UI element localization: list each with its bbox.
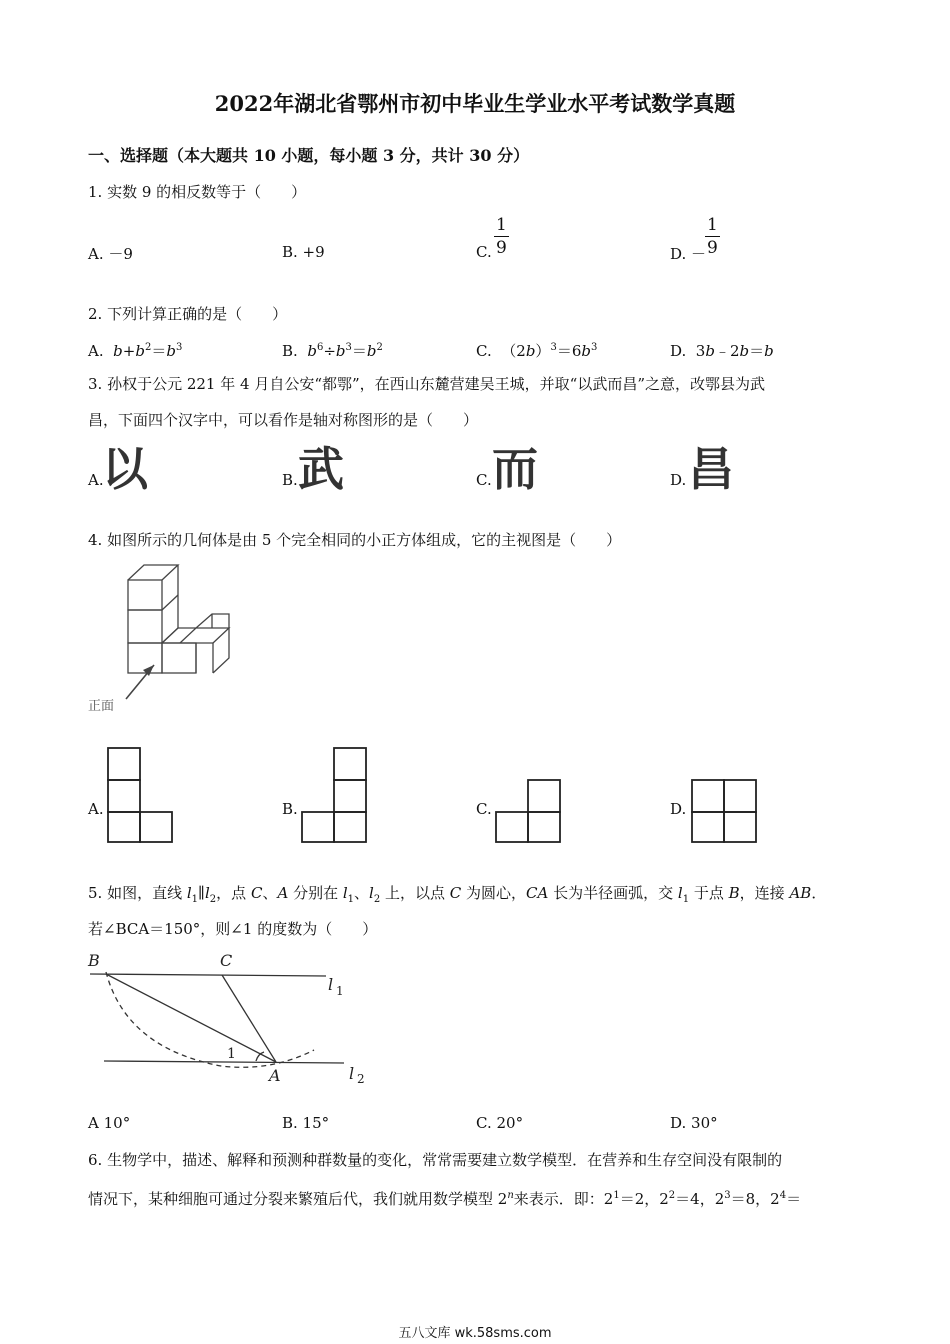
q1-option-a: A. －9 xyxy=(88,245,133,263)
page-title: 2022年湖北省鄂州市初中毕业生学业水平考试数学真题 xyxy=(214,91,736,116)
q5-line-l1-label: l xyxy=(328,975,334,994)
q1-option-d xyxy=(670,243,706,264)
q4-option-a-label: A. xyxy=(88,800,104,818)
q2-option-c: C. $(2b)^3=6b^3$ xyxy=(476,342,598,360)
q2-option-b: B. $b^6\div b^3=b^2$ xyxy=(282,342,383,360)
q4-option-b-view xyxy=(300,746,368,844)
q2-option-d: D. 3b﹣2b＝b xyxy=(670,342,774,360)
q5-stem-line2: 若∠BCA＝150°，则∠1 的度数为（ ） xyxy=(88,920,378,938)
q3-option-c-label: C. xyxy=(476,471,492,489)
q3-option-d-label: D. xyxy=(670,471,687,489)
q5-line-l1-subscript: 1 xyxy=(336,984,344,998)
q3-option-b-label: B. xyxy=(282,471,298,489)
q5-option-c: C. 20° xyxy=(476,1114,524,1132)
q1-option-d-label: D. － xyxy=(670,245,707,263)
q3-option-d-character: 昌 xyxy=(688,442,734,496)
q4-stem: 4. 如图所示的几何体是由 5 个完全相同的小正方体组成，它的主视图是（ ） xyxy=(88,531,622,549)
q5-point-c-label: C xyxy=(220,951,233,970)
q4-option-c-label: C. xyxy=(476,800,492,818)
q3-option-a-label: A. xyxy=(88,471,104,489)
q1-c-numerator: 1 xyxy=(496,215,507,235)
q4-option-d-label: D. xyxy=(670,800,687,818)
q1-option-b: B. +9 xyxy=(282,243,325,261)
q4-option-c-view xyxy=(494,778,562,844)
q1-option-c xyxy=(476,243,492,261)
q5-line-l2-subscript: 2 xyxy=(357,1072,365,1086)
q5-angle-1-label: 1 xyxy=(227,1046,236,1062)
q2-d-label: D. xyxy=(670,342,687,360)
q2-option-a: A. $b+b^2=b^3$ xyxy=(88,342,183,360)
q5-stem-line1: 5. 如图，直线 $l_1\parallel l_2$，点 C、A 分别在 $l_1$、$l_2$ 上，以点 C 为圆心，CA 长为半径画弧，交 $l_1$ 于点 B，连接 AB． xyxy=(88,884,827,905)
q2-c-label: C. xyxy=(476,342,492,360)
q5-option-b: B. 15° xyxy=(282,1114,330,1132)
q1-d-denominator: 9 xyxy=(707,238,718,258)
q1-c-denominator: 9 xyxy=(496,238,507,258)
q1-option-c-label: C. xyxy=(476,243,492,261)
q1-option-d-fraction xyxy=(705,214,720,259)
q4-option-d-view xyxy=(690,778,758,844)
q4-front-label: 正面 xyxy=(88,699,115,714)
q5-point-b-label: B xyxy=(88,951,100,970)
q2-a-label: A. xyxy=(88,342,104,360)
q4-option-b-label: B. xyxy=(282,800,298,818)
q5-option-a: A 10° xyxy=(88,1114,131,1132)
q3-option-c-character: 而 xyxy=(492,442,538,496)
q1-stem: 1. 实数 9 的相反数等于（ ） xyxy=(88,183,307,201)
q2-b-label: B. xyxy=(282,342,298,360)
q3-option-a-character: 以 xyxy=(102,442,148,496)
q6-line2: 情况下，某种细胞可通过分裂来繁殖后代，我们就用数学模型 2$^n$来表示．即：$2^1=2$，$2^2=4$，$2^3=8$，$2^4=$ xyxy=(88,1190,802,1208)
q5-line-l2-label: l xyxy=(349,1064,355,1083)
q5-geometry-figure xyxy=(86,948,386,1088)
q1-d-numerator: 1 xyxy=(707,215,718,235)
q4-option-a-view xyxy=(106,746,174,844)
q5-point-a-label: A xyxy=(269,1066,281,1085)
page-footer: 五八文库 wk.58sms.com xyxy=(398,1326,552,1341)
q2-stem: 2. 下列计算正确的是（ ） xyxy=(88,305,288,323)
section-heading: 一、选择题（本大题共 10 小题，每小题 3 分，共计 30 分） xyxy=(88,146,530,165)
q3-option-b-character: 武 xyxy=(298,442,344,496)
q3-stem-line2: 昌，下面四个汉字中，可以看作是轴对称图形的是（ ） xyxy=(88,411,479,429)
q1-option-c-fraction xyxy=(494,214,509,259)
q3-stem-line1: 3. 孙权于公元 221 年 4 月自公安“都鄂”，在西山东麓营建吴王城，并取“以武而昌”之意，改鄂县为武 xyxy=(88,375,766,393)
q6-line1: 6. 生物学中，描述、解释和预测种群数量的变化，常常需要建立数学模型．在营养和生存空间没有限制的 xyxy=(88,1151,783,1169)
q5-option-d: D. 30° xyxy=(670,1114,718,1132)
